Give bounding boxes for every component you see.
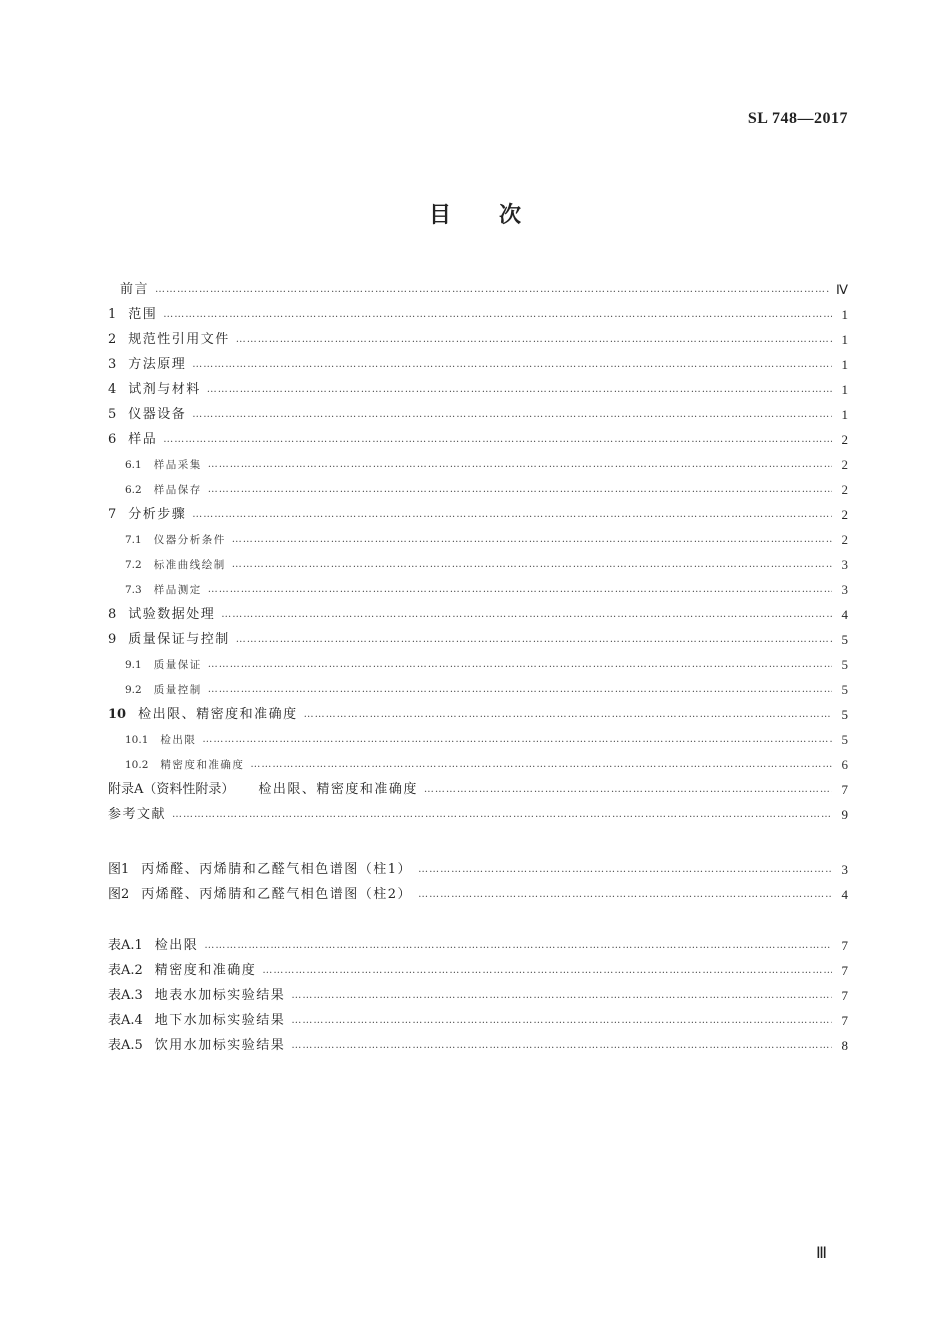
toc-entry-number: 表A.2 [108, 963, 143, 978]
toc-entry-number: 表A.5 [108, 1038, 143, 1053]
toc-entry-page: 1 [841, 357, 848, 372]
toc-entry-number: 8 [108, 607, 117, 622]
toc-entry-label: 质量保证 [153, 659, 202, 671]
toc-entry-10[interactable] [108, 705, 848, 725]
toc-entry-7-1[interactable] [125, 530, 848, 550]
toc-entry-number: 6 [108, 432, 117, 447]
toc-entry-label: 样品采集 [153, 459, 202, 471]
toc-entry-page: 4 [841, 607, 848, 622]
leader-dots [291, 986, 832, 1006]
toc-figure-1[interactable] [108, 860, 848, 880]
toc-table-a2[interactable] [108, 961, 848, 981]
toc-entry-page: 2 [841, 532, 848, 547]
toc-entry-label: 丙烯醛、丙烯腈和乙醛气相色谱图（柱1） [141, 862, 413, 877]
toc-entry-label: 质量控制 [153, 684, 202, 696]
toc-entry-number: 6.2 [125, 484, 142, 496]
leader-dots [208, 680, 832, 700]
toc-entry-3[interactable] [108, 355, 848, 375]
standard-code: SL 748—2017 [747, 110, 848, 127]
toc-entry-label: 检出限 [154, 938, 199, 953]
toc-entry-label: 样品保存 [153, 484, 202, 496]
page-title: 目次 [428, 203, 569, 228]
leader-dots [202, 730, 832, 750]
toc-entry-label: 样品测定 [153, 584, 202, 596]
toc-table-a3[interactable] [108, 986, 848, 1006]
toc-entry-number: 9.2 [125, 684, 142, 696]
toc-entry-page: 2 [841, 507, 848, 522]
toc-entry-5[interactable] [108, 405, 848, 425]
toc-entry-7-2[interactable] [125, 555, 848, 575]
toc-entry-page: 7 [841, 988, 848, 1003]
toc-entry-page: 2 [841, 482, 848, 497]
toc-entry-10-1[interactable] [125, 730, 848, 750]
toc-entry-number: 10 [108, 707, 127, 722]
toc-entry-page: 7 [841, 938, 848, 953]
leader-dots [250, 755, 832, 775]
toc-entry-references[interactable] [108, 805, 848, 825]
toc-entry-number: 7.2 [125, 559, 142, 571]
toc-entry-label: 质量保证与控制 [128, 632, 230, 647]
toc-entry-label: 仪器设备 [128, 407, 187, 422]
toc-entry-number: 1 [108, 307, 117, 322]
toc-entry-page: 2 [841, 432, 848, 447]
toc-entry-page: 1 [841, 407, 848, 422]
toc-entry-label: 饮用水加标实验结果 [154, 1038, 286, 1053]
leader-dots [208, 480, 832, 500]
leader-dots [192, 355, 832, 375]
toc-entry-label: 规范性引用文件 [128, 332, 230, 347]
toc-entry-1[interactable] [108, 305, 848, 325]
toc-entry-label: 仪器分析条件 [153, 534, 226, 546]
toc-entry-label: 范围 [128, 307, 158, 322]
leader-dots [208, 580, 832, 600]
toc-entry-page: 3 [841, 557, 848, 572]
leader-dots [418, 885, 832, 905]
toc-entry-label: 地下水加标实验结果 [154, 1013, 286, 1028]
toc-entry-label: 方法原理 [128, 357, 187, 372]
toc-entry-number: 9 [108, 632, 117, 647]
toc-entry-number: 5 [108, 407, 117, 422]
leader-dots [232, 530, 832, 550]
leader-dots [155, 280, 830, 300]
toc-entry-6-1[interactable] [125, 455, 848, 475]
leader-dots [424, 780, 832, 800]
toc-entry-appendix-a[interactable] [108, 780, 848, 800]
toc-entry-9[interactable] [108, 630, 848, 650]
toc-entry-number: 9.1 [125, 659, 142, 671]
toc-entry-7[interactable] [108, 505, 848, 525]
toc-entry-page: 8 [841, 1038, 848, 1053]
toc-entry-2[interactable] [108, 330, 848, 350]
toc-entry-number: 7.3 [125, 584, 142, 596]
toc-entry-number: 7.1 [125, 534, 142, 546]
toc-entry-number: 图2 [108, 887, 130, 902]
toc-entry-page: 5 [841, 682, 848, 697]
toc-table-a4[interactable] [108, 1011, 848, 1031]
toc-entry-label: 样品 [128, 432, 158, 447]
toc-entry-page: 3 [841, 582, 848, 597]
toc-entry-page: Ⅳ [836, 282, 848, 297]
toc-figure-2[interactable] [108, 885, 848, 905]
toc-entry-number: 4 [108, 382, 117, 397]
toc-entry-label: 精密度和准确度 [154, 963, 257, 978]
toc-entry-page: 6 [841, 757, 848, 772]
toc-entry-number: 表A.1 [108, 938, 143, 953]
toc-entry-9-2[interactable] [125, 680, 848, 700]
toc-entry-label: 地表水加标实验结果 [154, 988, 286, 1003]
toc-entry-page: 1 [841, 382, 848, 397]
toc-entry-6-2[interactable] [125, 480, 848, 500]
toc-entry-4[interactable] [108, 380, 848, 400]
toc-entry-number: 10.2 [125, 759, 149, 771]
toc-entry-label: 前言 [120, 282, 150, 297]
toc-entry-page: 7 [841, 963, 848, 978]
leader-dots [291, 1011, 832, 1031]
toc-entry-number: 2 [108, 332, 117, 347]
toc-entry-page: 1 [841, 307, 848, 322]
toc-entry-page: 5 [841, 657, 848, 672]
toc-entry-number: 表A.4 [108, 1013, 143, 1028]
toc-entry-label: 试验数据处理 [128, 607, 216, 622]
toc-entry-foreword[interactable] [108, 280, 848, 300]
toc-entry-page: 1 [841, 332, 848, 347]
toc-table-a1[interactable] [108, 936, 848, 956]
toc-entry-label: 参考文献 [108, 807, 167, 822]
leader-dots [192, 405, 832, 425]
toc-entry-number: 3 [108, 357, 117, 372]
toc-entry-page: 5 [841, 732, 848, 747]
leader-dots [221, 605, 832, 625]
leader-dots [163, 305, 832, 325]
toc-entry-page: 4 [841, 887, 848, 902]
toc-entry-page: 5 [841, 632, 848, 647]
toc-entry-number: 7 [108, 507, 117, 522]
leader-dots [304, 705, 832, 725]
toc-entry-10-2[interactable] [125, 755, 848, 775]
toc-entry-9-1[interactable] [125, 655, 848, 675]
toc-entry-page: 7 [841, 782, 848, 797]
toc-entry-label: 检出限、精密度和准确度 [258, 782, 418, 797]
toc-entry-page: 9 [841, 807, 848, 822]
leader-dots [236, 630, 832, 650]
leader-dots [262, 961, 832, 981]
toc-entry-label: 检出限、精密度和准确度 [138, 707, 298, 722]
leader-dots [172, 805, 832, 825]
toc-entry-8[interactable] [108, 605, 848, 625]
toc-entry-label: 试剂与材料 [128, 382, 201, 397]
leader-dots [236, 330, 832, 350]
toc-entry-label: 标准曲线绘制 [153, 559, 226, 571]
leader-dots [192, 505, 832, 525]
leader-dots [163, 430, 832, 450]
toc-entry-number: 表A.3 [108, 988, 143, 1003]
page-number: Ⅲ [816, 1245, 828, 1262]
toc-entry-page: 3 [841, 862, 848, 877]
leader-dots [232, 555, 832, 575]
toc-entry-number: 10.1 [125, 734, 149, 746]
toc-entry-7-3[interactable] [125, 580, 848, 600]
leader-dots [207, 380, 832, 400]
toc-table-a5[interactable] [108, 1036, 848, 1056]
toc-entry-label: 精密度和准确度 [160, 759, 245, 771]
toc-entry-6[interactable] [108, 430, 848, 450]
leader-dots [208, 655, 832, 675]
toc-entry-label: 分析步骤 [128, 507, 187, 522]
toc-entry-page: 7 [841, 1013, 848, 1028]
leader-dots [291, 1036, 832, 1056]
toc-entry-number: 附录A（资料性附录） [108, 782, 235, 797]
leader-dots [204, 936, 832, 956]
leader-dots [418, 860, 832, 880]
toc-entry-page: 2 [841, 457, 848, 472]
toc-entry-number: 6.1 [125, 459, 142, 471]
toc-entry-label: 丙烯醛、丙烯腈和乙醛气相色谱图（柱2） [141, 887, 413, 902]
toc-entry-label: 检出限 [160, 734, 197, 746]
toc-entry-page: 5 [841, 707, 848, 722]
toc-entry-number: 图1 [108, 862, 130, 877]
leader-dots [208, 455, 832, 475]
